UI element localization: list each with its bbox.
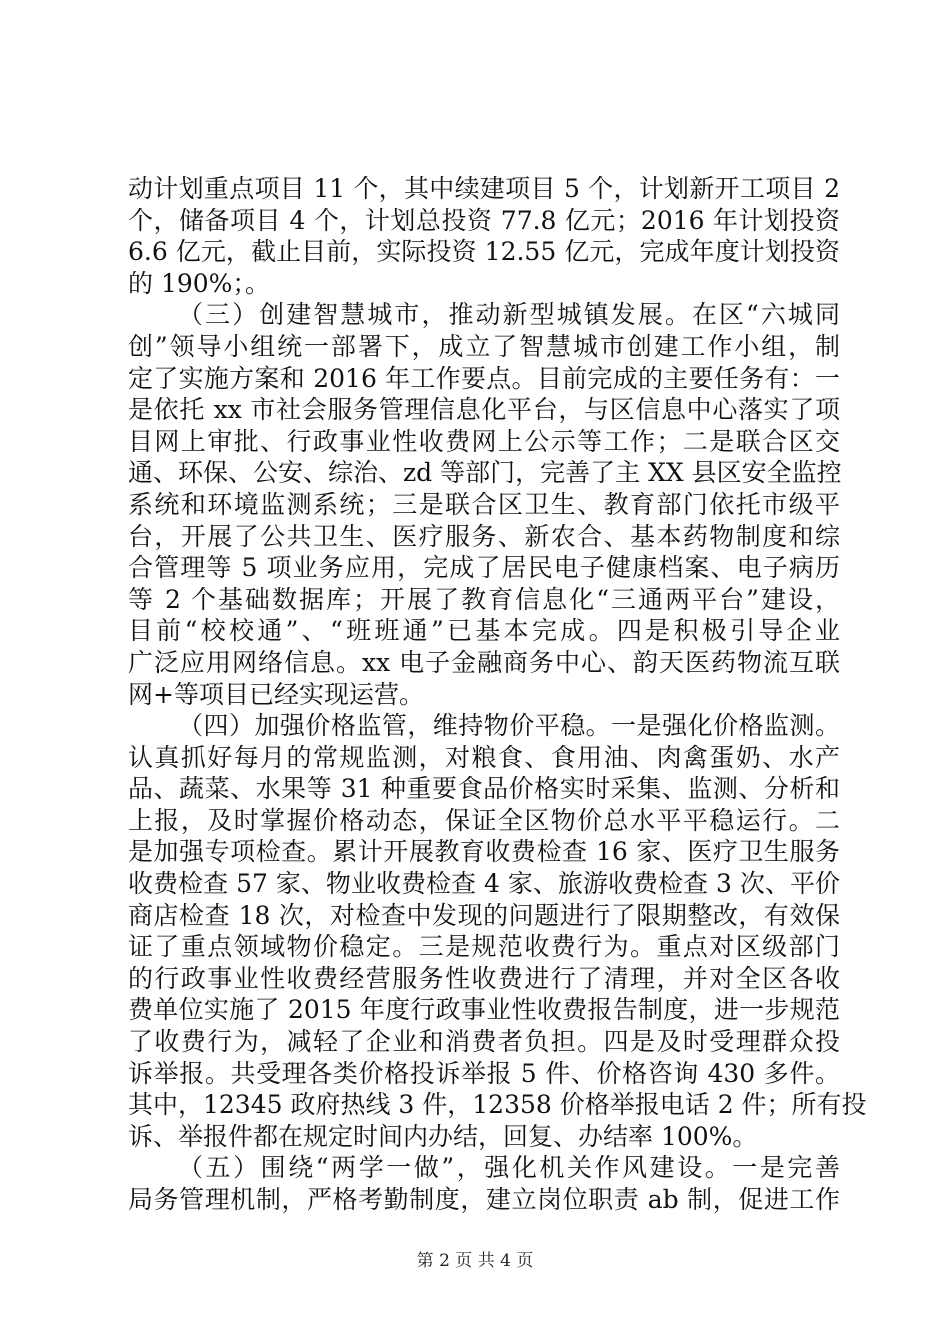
text-line: 网+等项目已经实现运营。 — [128, 679, 424, 709]
text-line: 诉举报。共受理各类价格投诉举报 5 件、价格咨询 430 多件。 — [128, 1058, 840, 1088]
text-line: 其中，12345 政府热线 3 件，12358 价格举报电话 2 件；所有投 — [128, 1090, 867, 1120]
text-line: 合管理等 5 项业务应用，完成了居民电子健康档案、电子病历 — [128, 553, 840, 583]
text-line: 是加强专项检查。累计开展教育收费检查 16 家、医疗卫生服务 — [128, 837, 840, 867]
text-line: 广泛应用网络信息。xx 电子金融商务中心、韵天医药物流互联 — [128, 647, 840, 677]
text-line: 品、蔬菜、水果等 31 种重要食品价格实时采集、监测、分析和 — [128, 774, 840, 804]
text-line: 目网上审批、行政事业性收费网上公示等工作；二是联合区交 — [128, 426, 840, 456]
text-line: 是依托 xx 市社会服务管理信息化平台，与区信息中心落实了项 — [128, 395, 840, 425]
paragraph-first-line: （四）加强价格监管，维持物价平稳。一是强化价格监测。 — [178, 711, 840, 741]
text-line: 认真抓好每月的常规监测，对粮食、食用油、肉禽蛋奶、水产 — [128, 742, 840, 772]
paragraph-first-line: （三）创建智慧城市，推动新型城镇发展。在区“六城同 — [178, 300, 840, 330]
text-line: 诉、举报件都在规定时间内办结，回复、办结率 100%。 — [128, 1121, 758, 1151]
text-line: 收费检查 57 家、物业收费检查 4 家、旅游收费检查 3 次、平价 — [128, 869, 840, 899]
document-body — [128, 173, 867, 1216]
text-line: 的行政事业性收费经营服务性收费进行了清理，并对全区各收 — [128, 963, 840, 993]
text-line: 证了重点领域物价稳定。三是规范收费行为。重点对区级部门 — [128, 932, 840, 962]
text-line: 商店检查 18 次，对检查中发现的问题进行了限期整改，有效保 — [128, 900, 840, 930]
page-footer: 第 2 页 共 4 页 — [416, 1251, 534, 1271]
text-line: 系统和环境监测系统；三是联合区卫生、教育部门依托市级平 — [128, 489, 840, 519]
text-line: 的 190%；。 — [128, 268, 270, 298]
text-line: 6.6 亿元，截止目前，实际投资 12.55 亿元，完成年度计划投资 — [128, 237, 840, 267]
text-line: 创”领导小组统一部署下，成立了智慧城市创建工作小组，制 — [128, 331, 840, 361]
text-line: 了收费行为，减轻了企业和消费者负担。四是及时受理群众投 — [128, 1027, 840, 1057]
text-line: 局务管理机制，严格考勤制度，建立岗位职责 ab 制，促进工作 — [128, 1185, 840, 1214]
paragraph-first-line: （五）围绕“两学一做”，强化机关作风建设。一是完善 — [178, 1153, 840, 1183]
text-line: 目前“校校通”、“班班通”已基本完成。四是积极引导企业 — [128, 616, 840, 646]
text-line: 动计划重点项目 11 个，其中续建项目 5 个，计划新开工项目 2 — [128, 174, 840, 203]
text-line: 台，开展了公共卫生、医疗服务、新农合、基本药物制度和综 — [128, 521, 840, 551]
text-line: 费单位实施了 2015 年度行政事业性收费报告制度，进一步规范 — [128, 995, 840, 1025]
text-line: 通、环保、公安、综治、zd 等部门，完善了主 XX 县区安全监控 — [128, 458, 842, 488]
text-line: 个，储备项目 4 个，计划总投资 77.8 亿元；2016 年计划投资 — [128, 205, 840, 235]
text-line: 上报，及时掌握价格动态，保证全区物价总水平平稳运行。二 — [128, 805, 840, 835]
text-line: 等 2 个基础数据库；开展了教育信息化“三通两平台”建设， — [128, 584, 840, 614]
text-line: 定了实施方案和 2016 年工作要点。目前完成的主要任务有：一 — [128, 363, 840, 393]
